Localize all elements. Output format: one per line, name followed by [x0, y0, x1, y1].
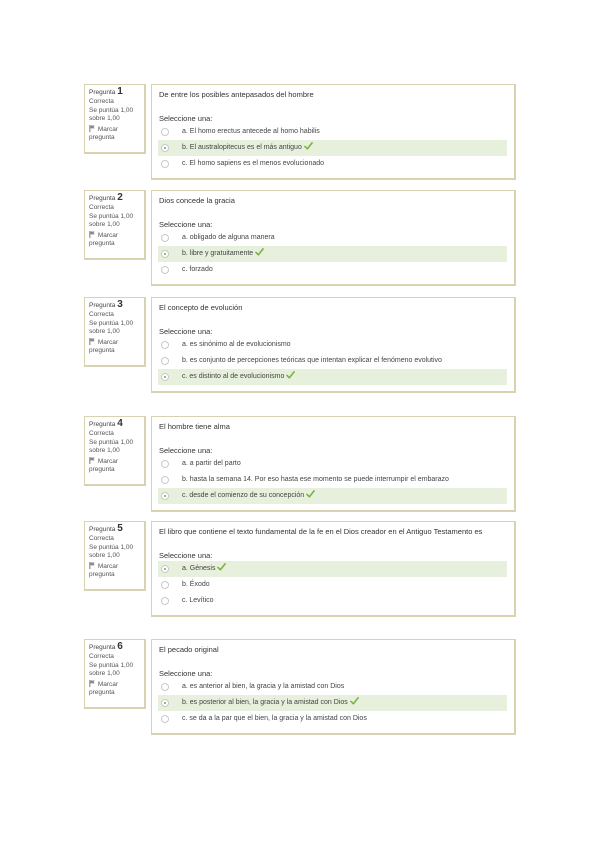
answer-option-text: c. desde el comienzo de su concepción	[182, 492, 305, 499]
radio-button[interactable]	[161, 597, 169, 605]
question-number	[89, 194, 140, 203]
question-text: El hombre tiene alma	[159, 422, 230, 431]
question-label: Pregunta	[89, 526, 116, 533]
question-grade: Se puntúa 1,00 sobre 1,00	[89, 213, 134, 228]
question-label: Pregunta	[89, 302, 116, 309]
question-number	[89, 643, 140, 652]
question-info	[84, 521, 146, 591]
correct-check-icon	[302, 144, 313, 151]
radio-button[interactable]	[161, 357, 169, 365]
question-info	[84, 84, 146, 154]
radio-button[interactable]	[161, 144, 169, 152]
answer-option-text: b. hasta la semana 14. Por eso hasta ese momento se puede interrumpir el embarazo	[182, 476, 449, 483]
answer-list	[159, 337, 507, 385]
answer-option-text: b. es conjunto de percepciones teóricas que intentan explicar el fenómeno evolutivo	[182, 357, 442, 364]
answer-option[interactable]	[158, 353, 507, 369]
answer-option[interactable]	[158, 695, 507, 711]
flag-question-label: Marcar pregunta	[89, 458, 119, 473]
answer-option[interactable]	[158, 369, 507, 385]
answer-option[interactable]	[158, 337, 507, 353]
correct-check-icon	[284, 373, 295, 380]
flag-question-link[interactable]	[89, 231, 140, 248]
question-state: Correcta	[89, 311, 114, 318]
answer-prompt: Seleccione una:	[159, 669, 213, 678]
radio-button[interactable]	[161, 565, 169, 573]
answer-option-text: a. a partir del parto	[182, 460, 241, 467]
question-info	[84, 190, 146, 260]
radio-button[interactable]	[161, 581, 169, 589]
answer-option[interactable]	[158, 246, 507, 262]
question-label: Pregunta	[89, 421, 116, 428]
answer-option[interactable]	[158, 488, 507, 504]
answer-prompt: Seleccione una:	[159, 551, 213, 560]
answer-list	[159, 561, 507, 609]
correct-check-icon	[215, 565, 226, 572]
question-num: 4	[117, 418, 123, 429]
question-number	[89, 301, 140, 310]
answer-list	[159, 230, 507, 278]
question-label: Pregunta	[89, 89, 116, 96]
answer-option[interactable]	[158, 711, 507, 727]
radio-button[interactable]	[161, 341, 169, 349]
answer-option-text: b. Éxodo	[182, 581, 210, 588]
answer-option[interactable]	[158, 472, 507, 488]
question-num: 1	[117, 86, 123, 97]
flag-question-label: Marcar pregunta	[89, 232, 119, 247]
answer-list	[159, 679, 507, 727]
question-state: Correcta	[89, 653, 114, 660]
answer-option[interactable]	[158, 679, 507, 695]
question-text: El libro que contiene el texto fundamental de la fe en el Dios creador en el Antiguo Testamento es	[159, 527, 483, 536]
flag-question-label: Marcar pregunta	[89, 563, 119, 578]
flag-icon	[89, 232, 96, 239]
answer-option-text: c. Levítico	[182, 597, 214, 604]
question-number	[89, 420, 140, 429]
question-content	[151, 416, 516, 512]
flag-question-link[interactable]	[89, 562, 140, 579]
question-info	[84, 639, 146, 709]
question-grade: Se puntúa 1,00 sobre 1,00	[89, 662, 134, 677]
answer-option[interactable]	[158, 262, 507, 278]
answer-option-text: c. es distinto al de evolucionismo	[182, 373, 285, 380]
flag-question-link[interactable]	[89, 680, 140, 697]
answer-option-text: a. El homo erectus antecede al homo habilis	[182, 128, 320, 135]
question-state: Correcta	[89, 98, 114, 105]
answer-option-text: a. es anterior al bien, la gracia y la amistad con Dios	[182, 683, 345, 690]
question-num: 3	[117, 299, 123, 310]
question-num: 5	[117, 523, 123, 534]
question-text: El pecado original	[159, 645, 219, 654]
correct-check-icon	[348, 699, 359, 706]
radio-button[interactable]	[161, 476, 169, 484]
question-content	[151, 297, 516, 393]
flag-question-link[interactable]	[89, 457, 140, 474]
answer-prompt: Seleccione una:	[159, 220, 213, 229]
radio-button[interactable]	[161, 160, 169, 168]
answer-option-text: a. obligado de alguna manera	[182, 234, 275, 241]
answer-option-text: a. es sinónimo al de evolucionismo	[182, 341, 291, 348]
question-label: Pregunta	[89, 195, 116, 202]
answer-option[interactable]	[158, 230, 507, 246]
answer-option-text: b. es posterior al bien, la gracia y la amistad con Dios	[182, 699, 348, 706]
question-info	[84, 416, 146, 486]
answer-prompt: Seleccione una:	[159, 446, 213, 455]
question-text: Dios concede la gracia	[159, 196, 235, 205]
question-text: El concepto de evolución	[159, 303, 243, 312]
answer-option[interactable]	[158, 593, 507, 609]
question-grade: Se puntúa 1,00 sobre 1,00	[89, 544, 134, 559]
radio-button[interactable]	[161, 715, 169, 723]
question-text: De entre los posibles antepasados del hombre	[159, 90, 314, 99]
question-number	[89, 88, 140, 97]
radio-button[interactable]	[161, 234, 169, 242]
answer-option[interactable]	[158, 577, 507, 593]
question-grade: Se puntúa 1,00 sobre 1,00	[89, 320, 134, 335]
radio-button[interactable]	[161, 373, 169, 381]
question-info	[84, 297, 146, 367]
question-content	[151, 190, 516, 286]
correct-check-icon	[304, 492, 315, 499]
question-state: Correcta	[89, 430, 114, 437]
answer-option-text: a. Génesis	[182, 565, 216, 572]
radio-button[interactable]	[161, 128, 169, 136]
radio-button[interactable]	[161, 699, 169, 707]
answer-option[interactable]	[158, 140, 507, 156]
flag-icon	[89, 458, 96, 465]
question-content	[151, 639, 516, 735]
answer-option-text: c. se da a la par que el bien, la gracia y la amistad con Dios	[182, 715, 367, 722]
radio-button[interactable]	[161, 492, 169, 500]
flag-question-label: Marcar pregunta	[89, 339, 119, 354]
flag-question-label: Marcar pregunta	[89, 126, 119, 141]
answer-prompt: Seleccione una:	[159, 327, 213, 336]
question-state: Correcta	[89, 204, 114, 211]
flag-icon	[89, 563, 96, 570]
radio-button[interactable]	[161, 250, 169, 258]
flag-icon	[89, 339, 96, 346]
correct-check-icon	[253, 250, 264, 257]
flag-question-label: Marcar pregunta	[89, 681, 119, 696]
question-content	[151, 521, 516, 617]
question-grade: Se puntúa 1,00 sobre 1,00	[89, 439, 134, 454]
answer-option-text: c. forzado	[182, 266, 213, 273]
answer-list	[159, 456, 507, 504]
radio-button[interactable]	[161, 683, 169, 691]
flag-icon	[89, 126, 96, 133]
radio-button[interactable]	[161, 460, 169, 468]
question-grade: Se puntúa 1,00 sobre 1,00	[89, 107, 134, 122]
question-num: 2	[117, 192, 123, 203]
flag-question-link[interactable]	[89, 125, 140, 142]
question-num: 6	[117, 641, 123, 652]
question-state: Correcta	[89, 535, 114, 542]
answer-option[interactable]	[158, 561, 507, 577]
question-label: Pregunta	[89, 644, 116, 651]
question-number	[89, 525, 140, 534]
answer-list	[159, 124, 507, 172]
answer-option[interactable]	[158, 124, 507, 140]
answer-option-text: b. libre y gratuitamente	[182, 250, 254, 257]
answer-option[interactable]	[158, 456, 507, 472]
flag-question-link[interactable]	[89, 338, 140, 355]
answer-option-text: c. El homo sapiens es el menos evolucionado	[182, 160, 325, 167]
answer-option-text: b. El australopitecus es el más antiguo	[182, 144, 302, 151]
radio-button[interactable]	[161, 266, 169, 274]
question-content	[151, 84, 516, 180]
answer-prompt: Seleccione una:	[159, 114, 213, 123]
answer-option[interactable]	[158, 156, 507, 172]
flag-icon	[89, 681, 96, 688]
